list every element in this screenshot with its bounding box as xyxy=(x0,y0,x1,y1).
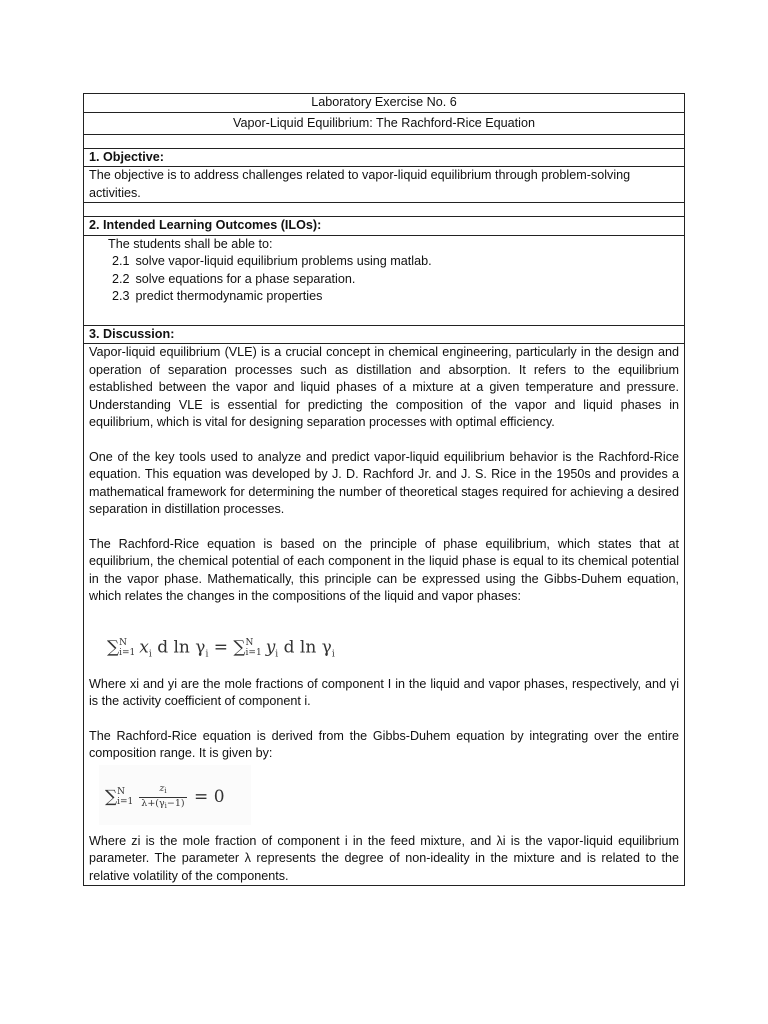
ilo-item xyxy=(89,253,679,271)
ilo-item xyxy=(89,288,679,306)
ilo-intro: The students shall be able to: xyxy=(108,236,273,251)
spacer-row xyxy=(84,203,685,217)
objective-text-row xyxy=(84,167,685,203)
ilo-item-number: 2.1 xyxy=(112,254,130,268)
ilo-item-number: 2.3 xyxy=(112,289,130,303)
sum-lower-limit: i=1 xyxy=(245,647,262,658)
ilo-item-number: 2.2 xyxy=(112,271,130,286)
gibbs-duhem-equation xyxy=(89,606,679,676)
objective-heading: 1. Objective: xyxy=(84,148,685,167)
topic-row xyxy=(84,112,685,134)
ilo-item-text: solve equations for a phase separation. xyxy=(135,271,356,286)
discussion-heading-row xyxy=(84,325,685,344)
ilo-item-text: predict thermodynamic properties xyxy=(135,289,323,303)
exercise-title: Laboratory Exercise No. 6 xyxy=(84,94,685,113)
gamma-subscript: i xyxy=(331,649,335,659)
sum-upper-limit: N xyxy=(119,637,128,648)
z-variable: z xyxy=(159,782,165,794)
log-term: d ln γ xyxy=(157,637,206,657)
denominator-tail: −1) xyxy=(166,797,185,809)
ilo-heading-row xyxy=(84,217,685,236)
fraction xyxy=(139,783,186,812)
x-subscript: i xyxy=(148,649,152,659)
equals-sign: = xyxy=(213,637,228,657)
sum-lower-limit: i=1 xyxy=(119,647,136,658)
ilo-item-text: solve vapor-liquid equilibrium problems using matlab. xyxy=(135,254,432,268)
gamma-subscript: i xyxy=(205,649,209,659)
denominator-head: λ+(γ xyxy=(141,797,165,809)
sum-upper-limit: N xyxy=(245,637,254,648)
rachford-rice-equation xyxy=(89,763,679,833)
discussion-paragraph: Vapor-liquid equilibrium (VLE) is a crucial concept in chemical engineering, particularly in the design and operation of separation processes such as distillation and absorption. It refers to the equilibrium established between the vapor and liquid phases of a mixture at a given temperature and pressure. Understanding VLE is essential for predicting the composition of the vapor and liquid phases in equilibrium, which is vital for designing separation processes with optimal efficiency. xyxy=(89,345,679,429)
discussion-paragraph: One of the key tools used to analyze and predict vapor-liquid equilibrium behavior is the Rachford-Rice equation. This equation was developed by J. D. Rachford Jr. and J. S. Rice in the 1950s and provides a mathematical framework for determining the number of theoretical stages required for achieving a desired separation in distillation processes. xyxy=(89,449,679,516)
y-variable: y xyxy=(265,637,276,657)
ilo-item xyxy=(89,271,679,289)
spacer-row xyxy=(84,134,685,148)
ilo-heading: 2. Intended Learning Outcomes (ILOs): xyxy=(84,217,685,236)
lab-exercise-table xyxy=(83,93,685,886)
discussion-paragraph: Where xi and yi are the mole fractions of component I in the liquid and vapor phases, respectively, and γi is the activity coefficient of component i. xyxy=(89,676,679,708)
fraction-denominator xyxy=(139,798,186,812)
lab-exercise-sheet xyxy=(83,93,685,886)
objective-heading-row xyxy=(84,148,685,167)
z-subscript: i xyxy=(164,786,167,795)
discussion-body xyxy=(84,344,685,886)
discussion-body-row xyxy=(84,344,685,886)
y-subscript: i xyxy=(275,649,279,659)
ilo-body xyxy=(84,235,685,325)
log-term: d ln γ xyxy=(283,637,332,657)
gibbs-duhem-formula xyxy=(107,638,335,664)
sum-symbol: ∑ xyxy=(233,637,246,657)
paragraph-gap xyxy=(89,711,679,728)
equals-zero: = 0 xyxy=(194,786,225,807)
ilo-body-row xyxy=(84,235,685,325)
discussion-heading: 3. Discussion: xyxy=(84,325,685,344)
paragraph-gap xyxy=(89,432,679,449)
objective-text: The objective is to address challenges related to vapor-liquid equilibrium through problem-solving activities. xyxy=(84,167,685,203)
paragraph-gap xyxy=(89,519,679,536)
topic-title: Vapor-Liquid Equilibrium: The Rachford-Rice Equation xyxy=(84,112,685,134)
sum-upper-limit: N xyxy=(117,787,126,797)
gamma-subscript: i xyxy=(164,801,167,810)
sum-symbol: ∑ xyxy=(107,637,120,657)
sum-lower-limit: i=1 xyxy=(117,797,134,807)
discussion-paragraph: Where zi is the mole fraction of component i in the feed mixture, and λi is the vapor-liquid equilibrium parameter. The parameter λ represents the degree of non-ideality in the mixture and is related to the relative volatility of the components. xyxy=(89,833,679,883)
discussion-paragraph: The Rachford-Rice equation is based on the principle of phase equilibrium, which states that at equilibrium, the chemical potential of each component in the liquid phase is equal to its chemical potential in the vapor phase. Mathematically, this principle can be expressed using the Gibbs-Duhem equation, which relates the changes in the compositions of the liquid and vapor phases: xyxy=(89,536,679,603)
rachford-rice-formula xyxy=(105,783,225,812)
x-variable: x xyxy=(139,637,149,657)
fraction-numerator xyxy=(139,783,186,798)
discussion-paragraph: The Rachford-Rice equation is derived from the Gibbs-Duhem equation by integrating over the entire composition range. It is given by: xyxy=(89,728,679,760)
sum-symbol: ∑ xyxy=(105,786,118,807)
title-row xyxy=(84,94,685,113)
